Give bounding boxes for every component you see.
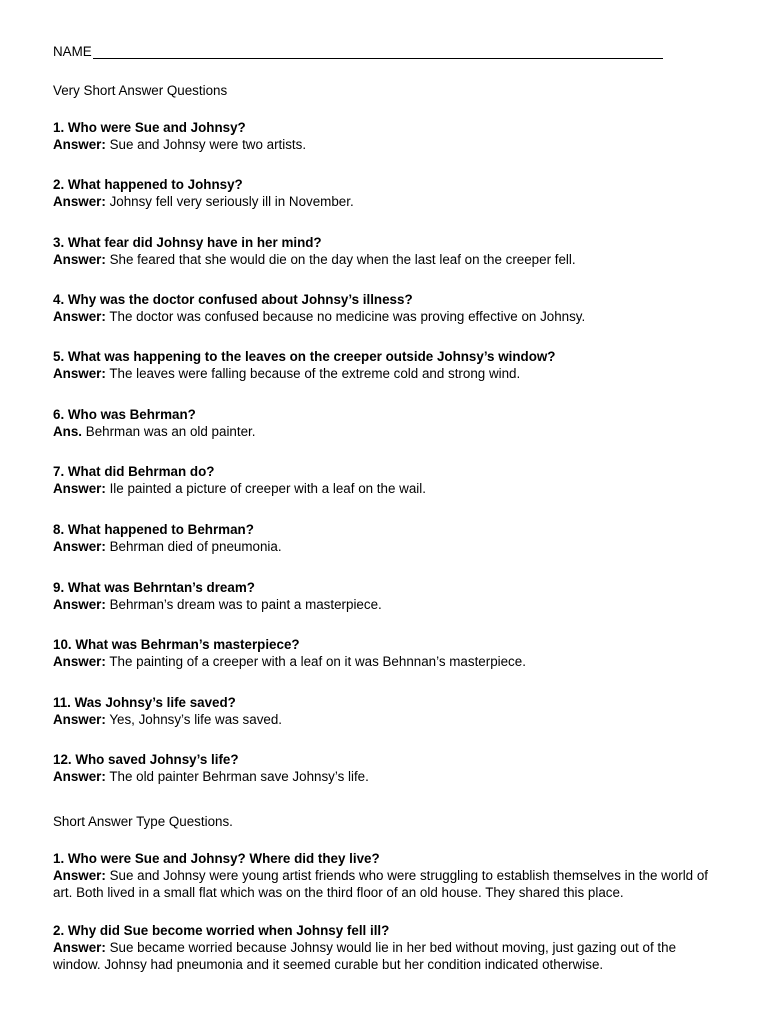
section-title-short-answer: Short Answer Type Questions.	[53, 814, 233, 829]
answer-body: Sue and Johnsy were young artist friends who were struggling to establish themselves in the world of art. Both lived in a small flat which was on the third floor of an old house. They shared this place.	[53, 868, 709, 900]
answer-text	[53, 711, 718, 728]
answer-label: Answer:	[53, 654, 106, 669]
answer-text	[53, 308, 718, 325]
question-block	[53, 234, 718, 268]
answer-body: Yes, Johnsy’s life was saved.	[109, 712, 283, 727]
question-text: 8. What happened to Behrman?	[53, 522, 254, 537]
question-text: 2. What happened to Johnsy?	[53, 177, 243, 192]
answer-text	[53, 423, 718, 440]
answer-label: Answer:	[53, 252, 106, 267]
answer-body: Behrman died of pneumonia.	[109, 539, 282, 554]
answer-body: Sue and Johnsy were two artists.	[109, 137, 307, 152]
answer-label: Answer:	[53, 194, 106, 209]
question-text: 1. Who were Sue and Johnsy?	[53, 120, 246, 135]
question-text: 5. What was happening to the leaves on the creeper outside Johnsy’s window?	[53, 349, 556, 364]
answer-body: The leaves were falling because of the extreme cold and strong wind.	[109, 366, 521, 381]
answer-label: Answer:	[53, 309, 106, 324]
answer-label: Answer:	[53, 137, 106, 152]
answer-text	[53, 768, 718, 785]
answer-label: Answer:	[53, 712, 106, 727]
question-text: 12. Who saved Johnsy’s life?	[53, 752, 239, 767]
answer-label: Answer:	[53, 366, 106, 381]
answer-body: Behrman was an old painter.	[85, 424, 256, 439]
answer-body: She feared that she would die on the day when the last leaf on the creeper fell.	[109, 252, 576, 267]
question-block	[53, 406, 718, 440]
answer-label: Answer:	[53, 769, 106, 784]
question-block	[53, 850, 718, 901]
answer-body: The painting of a creeper with a leaf on it was Behnnan’s masterpiece.	[109, 654, 526, 669]
question-text: 9. What was Behrntan’s dream?	[53, 580, 255, 595]
question-block	[53, 463, 718, 497]
question-text: 6. Who was Behrman?	[53, 407, 196, 422]
answer-text	[53, 596, 718, 613]
question-text: 3. What fear did Johnsy have in her mind?	[53, 235, 322, 250]
answer-body: The old painter Behrman save Johnsy’s life.	[109, 769, 369, 784]
answer-text	[53, 480, 718, 497]
question-text: 11. Was Johnsy’s life saved?	[53, 695, 236, 710]
answer-text	[53, 939, 718, 973]
answer-label: Answer:	[53, 597, 106, 612]
question-text: 4. Why was the doctor confused about Johnsy’s illness?	[53, 292, 413, 307]
section-title-very-short: Very Short Answer Questions	[53, 83, 228, 98]
answer-text	[53, 867, 718, 901]
question-block	[53, 922, 718, 973]
question-block	[53, 579, 718, 613]
name-field[interactable]	[53, 43, 663, 60]
question-text: 10. What was Behrman’s masterpiece?	[53, 637, 300, 652]
question-block	[53, 348, 718, 382]
answer-text	[53, 365, 718, 382]
name-label: NAME	[53, 44, 92, 59]
answer-body: Sue became worried because Johnsy would lie in her bed without moving, just gazing out of the window. Johnsy had pneumonia and it seemed curable but her condition indicated otherwise.	[53, 940, 677, 972]
answer-body: Johnsy fell very seriously ill in November.	[109, 194, 354, 209]
answer-text	[53, 193, 718, 210]
answer-body: Ile painted a picture of creeper with a leaf on the wail.	[109, 481, 426, 496]
answer-text	[53, 136, 718, 153]
question-block	[53, 751, 718, 785]
question-block	[53, 291, 718, 325]
answer-text	[53, 653, 718, 670]
question-text: 2. Why did Sue become worried when Johnsy fell ill?	[53, 923, 390, 938]
name-underline	[93, 58, 663, 59]
question-block	[53, 521, 718, 555]
question-text: 1. Who were Sue and Johnsy? Where did they live?	[53, 851, 380, 866]
answer-label: Ans.	[53, 424, 83, 439]
answer-body: The doctor was confused because no medicine was proving effective on Johnsy.	[109, 309, 586, 324]
answer-text	[53, 538, 718, 555]
question-block	[53, 694, 718, 728]
question-block	[53, 636, 718, 670]
question-block	[53, 176, 718, 210]
question-text: 7. What did Behrman do?	[53, 464, 215, 479]
question-block	[53, 119, 718, 153]
answer-label: Answer:	[53, 868, 106, 883]
answer-label: Answer:	[53, 481, 106, 496]
answer-label: Answer:	[53, 940, 106, 955]
answer-label: Answer:	[53, 539, 106, 554]
answer-text	[53, 251, 718, 268]
answer-body: Behrman’s dream was to paint a masterpiece.	[109, 597, 382, 612]
